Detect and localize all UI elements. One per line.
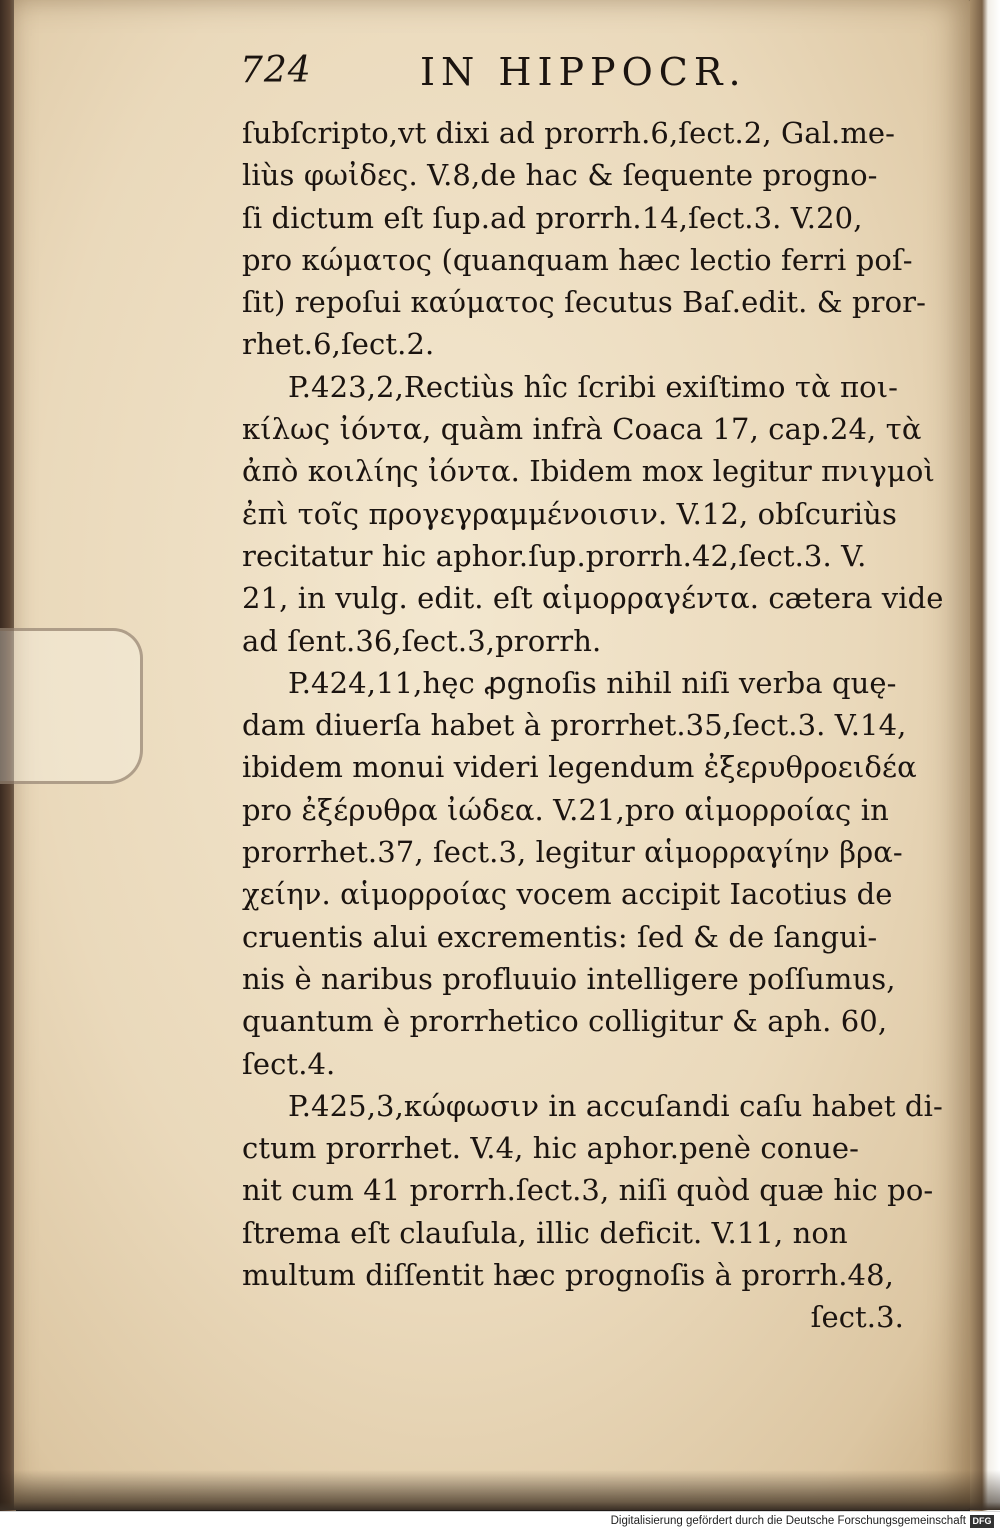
text-line: rhet.6,ſect.2. xyxy=(242,327,435,362)
footer-bar xyxy=(0,1511,1000,1531)
body-text xyxy=(242,112,944,1339)
text-line: ſubſcripto,vt dixi ad prorrh.6,ſect.2, Gal.me- xyxy=(242,116,896,150)
running-head: IN HIPPOCR. xyxy=(420,50,747,94)
text-line: ad ſent.36,ſect.3,prorrh. xyxy=(242,623,602,658)
page-edge xyxy=(970,0,1000,1531)
text-line: ſit) repoſui καύματος ſecutus Baſ.edit. & pror- xyxy=(242,285,927,320)
text-line: P.424,11,hęc ꝓgnoſis nihil niſi verba quę- xyxy=(288,665,897,700)
text-line: pro ἐξέρυθρα ἰώδεα. V.21,pro αἱμορροίας in xyxy=(242,792,889,827)
text-line: nit cum 41 prorrh.ſect.3, niſi quòd quæ hic po- xyxy=(242,1173,934,1208)
text-line: quantum è prorrhetico colligitur & aph. 60, xyxy=(242,1004,888,1039)
text-line: ctum prorrhet. V.4, hic aphor.penè conue- xyxy=(242,1131,860,1166)
text-line: κίλως ἰόντα, quàm infrà Coaca 17, cap.24, τὰ xyxy=(242,412,922,447)
text-line: ſect.3. xyxy=(810,1300,904,1335)
text-line: χείην. αἱμορροίας vocem accipit Iacotius de xyxy=(242,877,893,912)
text-line: ibidem monui videri legendum ἐξερυθροειδέα xyxy=(242,750,917,785)
bookmark-tab xyxy=(0,628,143,784)
page-number: 724 xyxy=(240,50,312,91)
text-line: 21, in vulg. edit. eſt αἱμορραγέντα. cætera vide xyxy=(242,581,944,616)
text-line: ſect.4. xyxy=(242,1046,336,1081)
text-line: P.423,2,Rectiùs hîc ſcribi exiſtimo τὰ ποι- xyxy=(288,369,899,404)
text-line: ἀπὸ κοιλίης ἰόντα. Ibidem mox legitur πνιγμοὶ xyxy=(242,454,935,489)
text-line: prorrhet.37, ſect.3, legitur αἱμορραγίην βρα- xyxy=(242,835,903,870)
text-line: recitatur hic aphor.ſup.prorrh.42,ſect.3. V. xyxy=(242,538,867,573)
funding-notice: Digitalisierung gefördert durch die Deutsche Forschungsgemeinschaft xyxy=(610,1515,966,1527)
text-line: dam diuerſa habet à prorrhet.35,ſect.3. V.14, xyxy=(242,708,907,743)
text-line: liùs φωἰδες. V.8,de hac & ſequente progno- xyxy=(242,158,878,193)
text-line: ſtrema eſt clauſula, illic deficit. V.11, non xyxy=(242,1215,848,1250)
text-line: multum diſſentit hæc prognoſis à prorrh.48, xyxy=(242,1258,894,1293)
dfg-logo-icon: DFG xyxy=(970,1515,994,1528)
page-header xyxy=(240,50,900,110)
text-line: pro κώματος (quanquam hæc lectio ferri poſ- xyxy=(242,242,913,277)
text-line: ſi dictum eſt ſup.ad prorrh.14,ſect.3. V.20, xyxy=(242,200,863,235)
text-line: ἐπὶ τοῖς προγεγραμμένοισιν. V.12, obſcuriùs xyxy=(242,496,897,531)
text-line: nis è naribus profluuio intelligere poſſumus, xyxy=(242,961,896,996)
page-bottom-shadow xyxy=(0,1470,1000,1510)
text-line: P.425,3,κώφωσιν in accuſandi caſu habet di- xyxy=(288,1088,943,1123)
text-line: cruentis alui excrementis: ſed & de ſangui- xyxy=(242,919,878,954)
